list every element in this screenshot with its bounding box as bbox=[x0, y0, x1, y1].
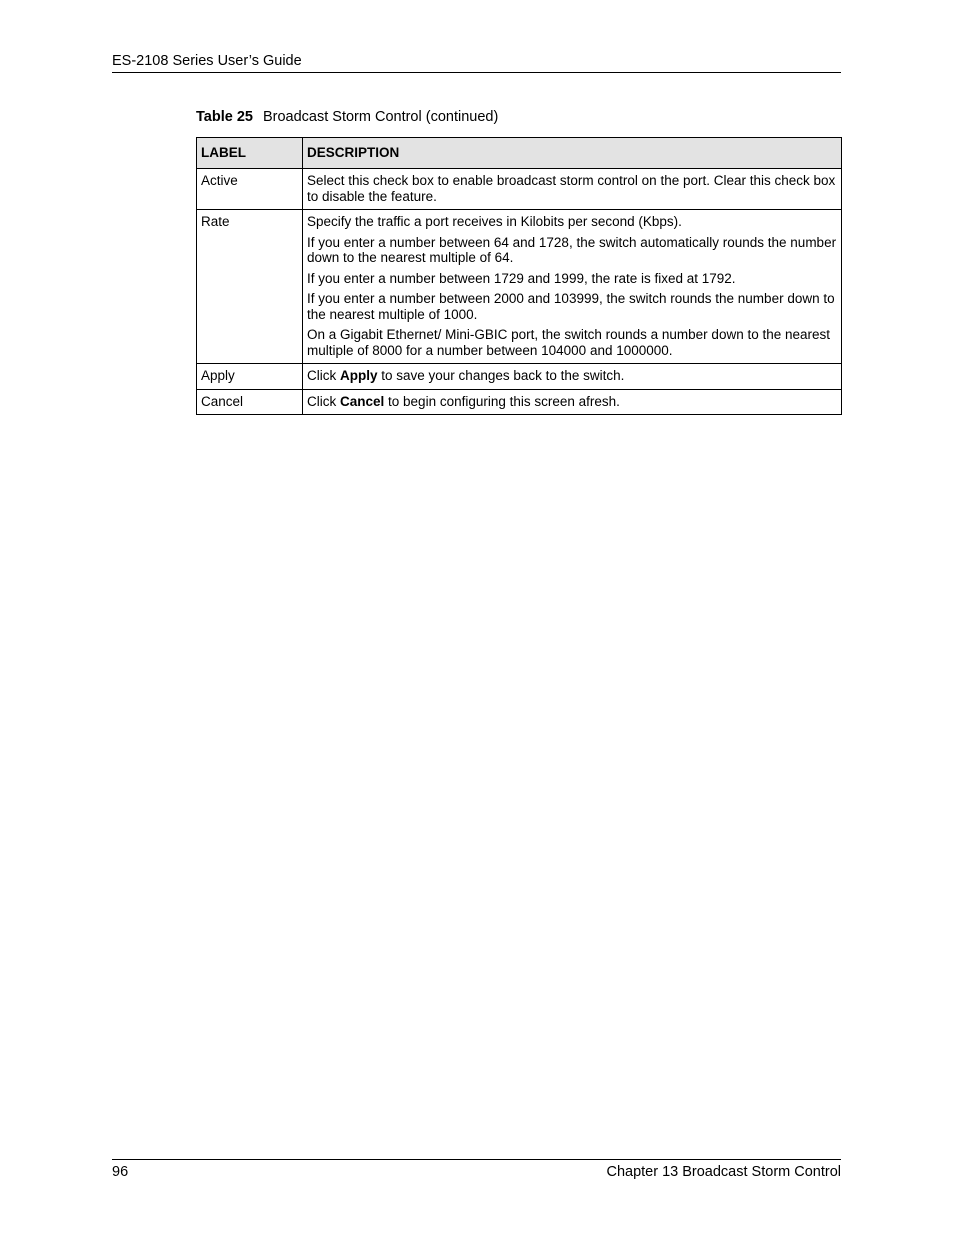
table-title: Broadcast Storm Control (continued) bbox=[262, 109, 499, 125]
row-description bbox=[303, 210, 842, 364]
row-description bbox=[303, 364, 842, 390]
description-suffix: to begin configuring this screen afresh. bbox=[384, 393, 620, 409]
column-header-label: LABEL bbox=[197, 138, 303, 169]
description-paragraph: Specify the traffic a port receives in Kilobits per second (Kbps). bbox=[307, 214, 682, 229]
page-header bbox=[112, 52, 841, 73]
row-description bbox=[303, 389, 842, 415]
description-paragraph: If you enter a number between 64 and 1728, the switch automatically rounds the number down to the nearest multiple of 64. bbox=[307, 234, 837, 265]
row-label: Active bbox=[197, 169, 303, 210]
description-paragraph: If you enter a number between 2000 and 103999, the switch rounds the number down to the nearest multiple of 1000. bbox=[307, 291, 835, 322]
table-header-row bbox=[197, 138, 842, 169]
chapter-title: Chapter 13 Broadcast Storm Control bbox=[606, 1164, 841, 1180]
description-prefix: Click bbox=[307, 393, 340, 409]
description-suffix: to save your changes back to the switch. bbox=[377, 368, 625, 383]
row-label: Apply bbox=[197, 364, 303, 390]
page-number: 96 bbox=[112, 1164, 129, 1180]
table-row bbox=[197, 210, 842, 364]
table-number: Table 25 bbox=[196, 109, 253, 125]
table-caption bbox=[196, 108, 498, 126]
description-paragraph: On a Gigabit Ethernet/ Mini-GBIC port, the switch rounds a number down to the nearest multiple of 8000 for a number between 104000 and 1000000. bbox=[307, 327, 831, 358]
description-prefix: Click bbox=[307, 368, 340, 383]
row-label: Cancel bbox=[197, 389, 303, 415]
table-row bbox=[197, 364, 842, 390]
table-row bbox=[197, 389, 842, 415]
table-row bbox=[197, 169, 842, 210]
broadcast-storm-control-table bbox=[196, 137, 842, 415]
apply-keyword: Apply bbox=[340, 368, 378, 383]
guide-title: ES-2108 Series User’s Guide bbox=[112, 53, 302, 69]
row-description bbox=[303, 169, 842, 210]
description-paragraph: Select this check box to enable broadcast storm control on the port. Clear this check box to disable the feature. bbox=[307, 173, 836, 204]
row-label: Rate bbox=[197, 210, 303, 364]
cancel-keyword: Cancel bbox=[340, 393, 385, 409]
description-paragraph: If you enter a number between 1729 and 1999, the rate is fixed at 1792. bbox=[307, 270, 736, 286]
page-footer bbox=[112, 1159, 841, 1181]
column-header-description: DESCRIPTION bbox=[303, 138, 842, 169]
